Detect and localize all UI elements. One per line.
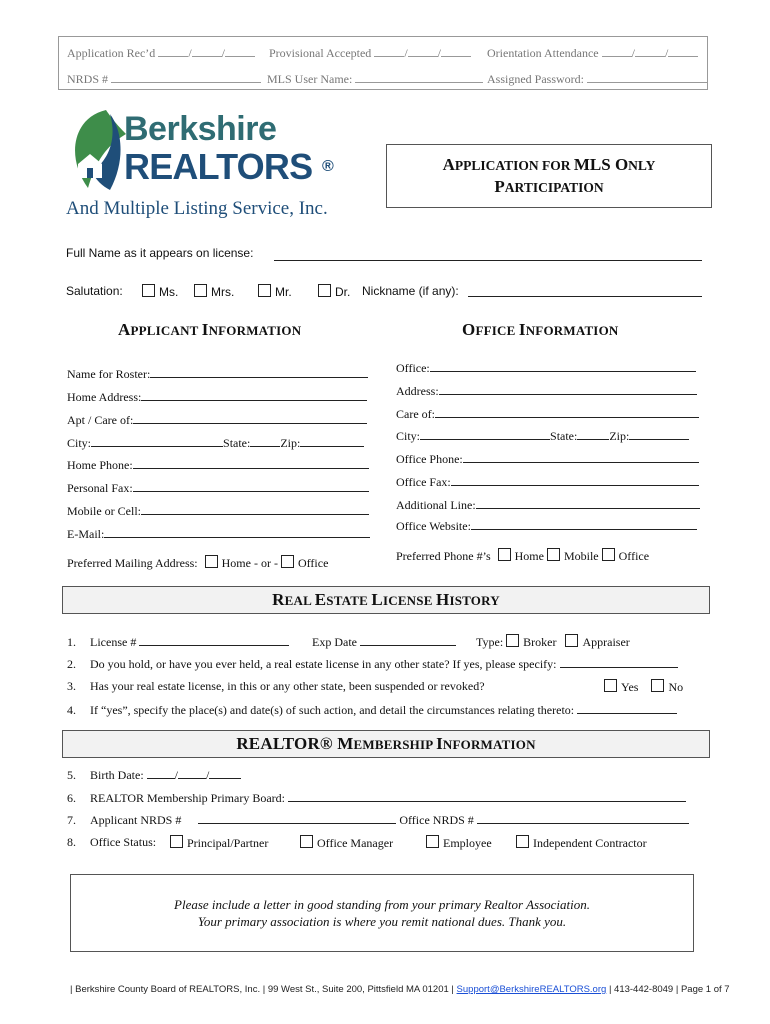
details-field[interactable]	[577, 702, 677, 714]
heading-part: A	[118, 320, 131, 339]
city-label: City:	[67, 436, 92, 450]
broker-checkbox[interactable]	[506, 634, 519, 647]
admin-box: Application Rec’d / / Provisional Accepted / / Orientation Attendance / / NRDS # MLS User Name: Assigned Password:	[58, 36, 708, 90]
principal-label: Principal/Partner	[187, 836, 269, 850]
license-number-label: License #	[90, 635, 137, 649]
exp-date-label: Exp Date	[312, 635, 357, 649]
suspended-no-checkbox[interactable]	[651, 679, 664, 692]
zip-label: Zip:	[280, 436, 301, 450]
mr-label: Mr.	[275, 285, 292, 299]
office-heading	[462, 320, 618, 340]
phone-office-checkbox[interactable]	[602, 548, 615, 561]
address-label: Address:	[396, 384, 439, 398]
office-city-label: City:	[396, 429, 421, 443]
notice-line-2: Your primary association is where you remit national dues. Thank you.	[197, 914, 567, 929]
salutation-label: Salutation:	[66, 284, 123, 298]
mailing-office-checkbox[interactable]	[281, 555, 294, 568]
home-address-label: Home Address:	[67, 390, 142, 404]
logo-tagline: And Multiple Listing Service, Inc.	[66, 198, 328, 219]
heading-part: I	[436, 734, 443, 753]
care-of-label: Care of:	[396, 407, 435, 421]
office-phone-label: Office Phone:	[396, 452, 463, 466]
heading-part: NFORMATION	[442, 737, 536, 752]
phone-home-label: Home	[514, 549, 544, 563]
preferred-mailing-label: Preferred Mailing Address:	[67, 556, 198, 570]
nrds-label: NRDS #	[67, 72, 109, 86]
apt-field[interactable]	[133, 412, 367, 424]
item-number: 2.	[67, 657, 76, 671]
preferred-phone-label: Preferred Phone #’s	[396, 549, 491, 563]
office-website-label: Office Website:	[396, 519, 471, 533]
office-state-field[interactable]	[577, 428, 609, 440]
nickname-label: Nickname (if any):	[362, 284, 459, 298]
type-label: Type:	[476, 635, 504, 649]
leaf-house-icon	[66, 108, 128, 194]
footer-address: | Berkshire County Board of REALTORS, Inc. | 99 West St., Suite 200, Pittsfield MA 01201 |	[70, 984, 454, 995]
independent-contractor-label: Independent Contractor	[533, 836, 647, 850]
ms-checkbox[interactable]	[142, 284, 155, 297]
employee-checkbox[interactable]	[426, 835, 439, 848]
office-label: Office:	[396, 361, 430, 375]
name-roster-field[interactable]	[150, 366, 368, 378]
office-fax-label: Office Fax:	[396, 475, 451, 489]
birth-month-field[interactable]	[147, 767, 175, 779]
heading-part: O	[462, 320, 476, 339]
heading-part: NFORMATION	[525, 323, 619, 338]
mailing-home-checkbox[interactable]	[205, 555, 218, 568]
dr-label: Dr.	[335, 285, 351, 299]
care-of-field[interactable]	[435, 406, 699, 418]
personal-fax-field[interactable]	[133, 480, 369, 492]
ms-label: Ms.	[159, 285, 179, 299]
full-name-field[interactable]	[274, 260, 702, 261]
heading-part: H	[436, 590, 450, 609]
logo-realtors: REALTORS	[124, 146, 313, 187]
item-number: 3.	[67, 679, 76, 693]
appraiser-checkbox[interactable]	[565, 634, 578, 647]
title-box	[386, 144, 712, 208]
heading-part: STATE	[326, 593, 372, 608]
logo	[66, 106, 356, 224]
nickname-field[interactable]	[468, 296, 702, 297]
office-fax-field[interactable]	[451, 474, 699, 486]
primary-board-label: REALTOR Membership Primary Board:	[90, 791, 285, 805]
phone-home-checkbox[interactable]	[498, 548, 511, 561]
footer-phone-page: | 413-442-8049 | Page 1 of 7	[608, 984, 730, 995]
suspended-yes-label: Yes	[621, 680, 639, 694]
suspended-no-label: No	[668, 680, 684, 694]
exp-date-field[interactable]	[360, 634, 456, 646]
address-field[interactable]	[439, 383, 697, 395]
logo-berkshire: Berkshire	[124, 110, 277, 148]
office-zip-field[interactable]	[629, 428, 689, 440]
apt-label: Apt / Care of:	[67, 413, 134, 427]
office-state-label: State:	[550, 429, 578, 443]
heading-part: ICENSE	[382, 593, 437, 608]
mailing-home-label: Home - or -	[221, 556, 278, 570]
heading-part: REALTOR® M	[236, 734, 354, 753]
footer	[70, 984, 730, 995]
employee-label: Employee	[443, 836, 492, 850]
page-title-part: P	[494, 177, 505, 196]
home-phone-field[interactable]	[133, 457, 369, 469]
name-roster-label: Name for Roster:	[67, 367, 151, 381]
home-address-field[interactable]	[141, 389, 367, 401]
membership-heading	[62, 730, 710, 758]
assigned-password-label: Assigned Password:	[487, 72, 585, 86]
birth-date-label: Birth Date:	[90, 768, 144, 782]
state-label: State:	[223, 436, 251, 450]
office-field[interactable]	[430, 360, 696, 372]
office-nrds-field[interactable]	[477, 812, 689, 824]
mls-user-name-label: MLS User Name:	[267, 72, 353, 86]
other-state-question: Do you hold, or have you ever held, a real estate license in any other state? If yes, please specify:	[90, 657, 557, 671]
mailing-office-label: Office	[297, 556, 329, 570]
heading-part: ISTORY	[449, 593, 500, 608]
principal-checkbox[interactable]	[170, 835, 183, 848]
page-title-part: NLY	[628, 158, 656, 173]
office-manager-label: Office Manager	[317, 836, 394, 850]
office-city-field[interactable]	[420, 428, 550, 440]
item-number: 1.	[67, 635, 76, 649]
state-field[interactable]	[250, 435, 280, 447]
mrs-label: Mrs.	[211, 285, 235, 299]
additional-line-label: Additional Line:	[396, 498, 476, 512]
heading-part: EAL	[284, 593, 315, 608]
email-field[interactable]	[104, 526, 370, 538]
page-title-part: A	[442, 155, 455, 174]
home-phone-label: Home Phone:	[67, 458, 133, 472]
office-nrds-label: Office NRDS #	[399, 813, 474, 827]
office-zip-label: Zip:	[609, 429, 630, 443]
zip-field[interactable]	[300, 435, 364, 447]
application-recd-label: Application Rec’d	[67, 46, 156, 60]
heading-part: EMBERSHIP	[353, 737, 437, 752]
page-title-part: ARTICIPATION	[504, 180, 604, 195]
notice-box	[70, 874, 694, 952]
heading-part: FFICE	[475, 323, 519, 338]
phone-office-label: Office	[618, 549, 650, 563]
full-name-label: Full Name as it appears on license:	[66, 246, 254, 260]
item-number: 5.	[67, 768, 76, 782]
office-phone-field[interactable]	[463, 451, 699, 463]
mr-checkbox[interactable]	[258, 284, 271, 297]
dr-checkbox[interactable]	[318, 284, 331, 297]
heading-part: I	[518, 320, 526, 339]
appraiser-label: Appraiser	[582, 635, 630, 649]
birth-year-field[interactable]	[209, 767, 241, 779]
logo-registered: ®	[322, 158, 334, 175]
footer-email-link[interactable]: Support@BerkshireREALTORS.org	[456, 984, 607, 995]
notice-line-1: Please include a letter in good standing from your primary Realtor Association.	[174, 897, 590, 912]
mobile-field[interactable]	[141, 503, 369, 515]
office-status-label: Office Status:	[90, 835, 157, 849]
independent-contractor-checkbox[interactable]	[516, 835, 529, 848]
broker-label: Broker	[523, 635, 557, 649]
office-manager-checkbox[interactable]	[300, 835, 313, 848]
item-number: 8.	[67, 835, 76, 849]
applicant-nrds-field[interactable]	[198, 812, 396, 824]
heading-part: L	[371, 590, 383, 609]
suspended-question: Has your real estate license, in this or any other state, been suspended or revoked?	[90, 679, 485, 693]
suspended-yes-checkbox[interactable]	[604, 679, 617, 692]
phone-mobile-label: Mobile	[563, 549, 599, 563]
heading-part: PPLICANT	[130, 323, 202, 338]
heading-part: E	[314, 590, 327, 609]
mrs-checkbox[interactable]	[194, 284, 207, 297]
office-website-field[interactable]	[471, 518, 697, 530]
applicant-heading	[118, 320, 301, 340]
email-label: E-Mail:	[67, 527, 105, 541]
license-number-field[interactable]	[139, 634, 289, 646]
orientation-attendance-label: Orientation Attendance	[487, 46, 599, 60]
birth-day-field[interactable]	[178, 767, 206, 779]
other-state-field[interactable]	[560, 656, 678, 668]
item-number: 6.	[67, 791, 76, 805]
item-number: 7.	[67, 813, 76, 827]
applicant-nrds-label: Applicant NRDS #	[90, 813, 182, 827]
item-number: 4.	[67, 703, 76, 717]
heading-part: I	[201, 320, 209, 339]
additional-line-field[interactable]	[476, 497, 700, 509]
heading-part: NFORMATION	[208, 323, 302, 338]
license-history-heading	[62, 586, 710, 614]
heading-part: R	[272, 590, 285, 609]
city-field[interactable]	[91, 435, 223, 447]
details-question: If “yes”, specify the place(s) and date(s) of such action, and detail the circumstances relating thereto:	[90, 703, 575, 717]
provisional-accepted-label: Provisional Accepted	[269, 46, 372, 60]
page-title-part: MLS O	[573, 155, 629, 174]
primary-board-field[interactable]	[288, 790, 686, 802]
personal-fax-label: Personal Fax:	[67, 481, 133, 495]
phone-mobile-checkbox[interactable]	[547, 548, 560, 561]
page-title-part: PPLICATION FOR	[454, 158, 574, 173]
mobile-label: Mobile or Cell:	[67, 504, 141, 518]
